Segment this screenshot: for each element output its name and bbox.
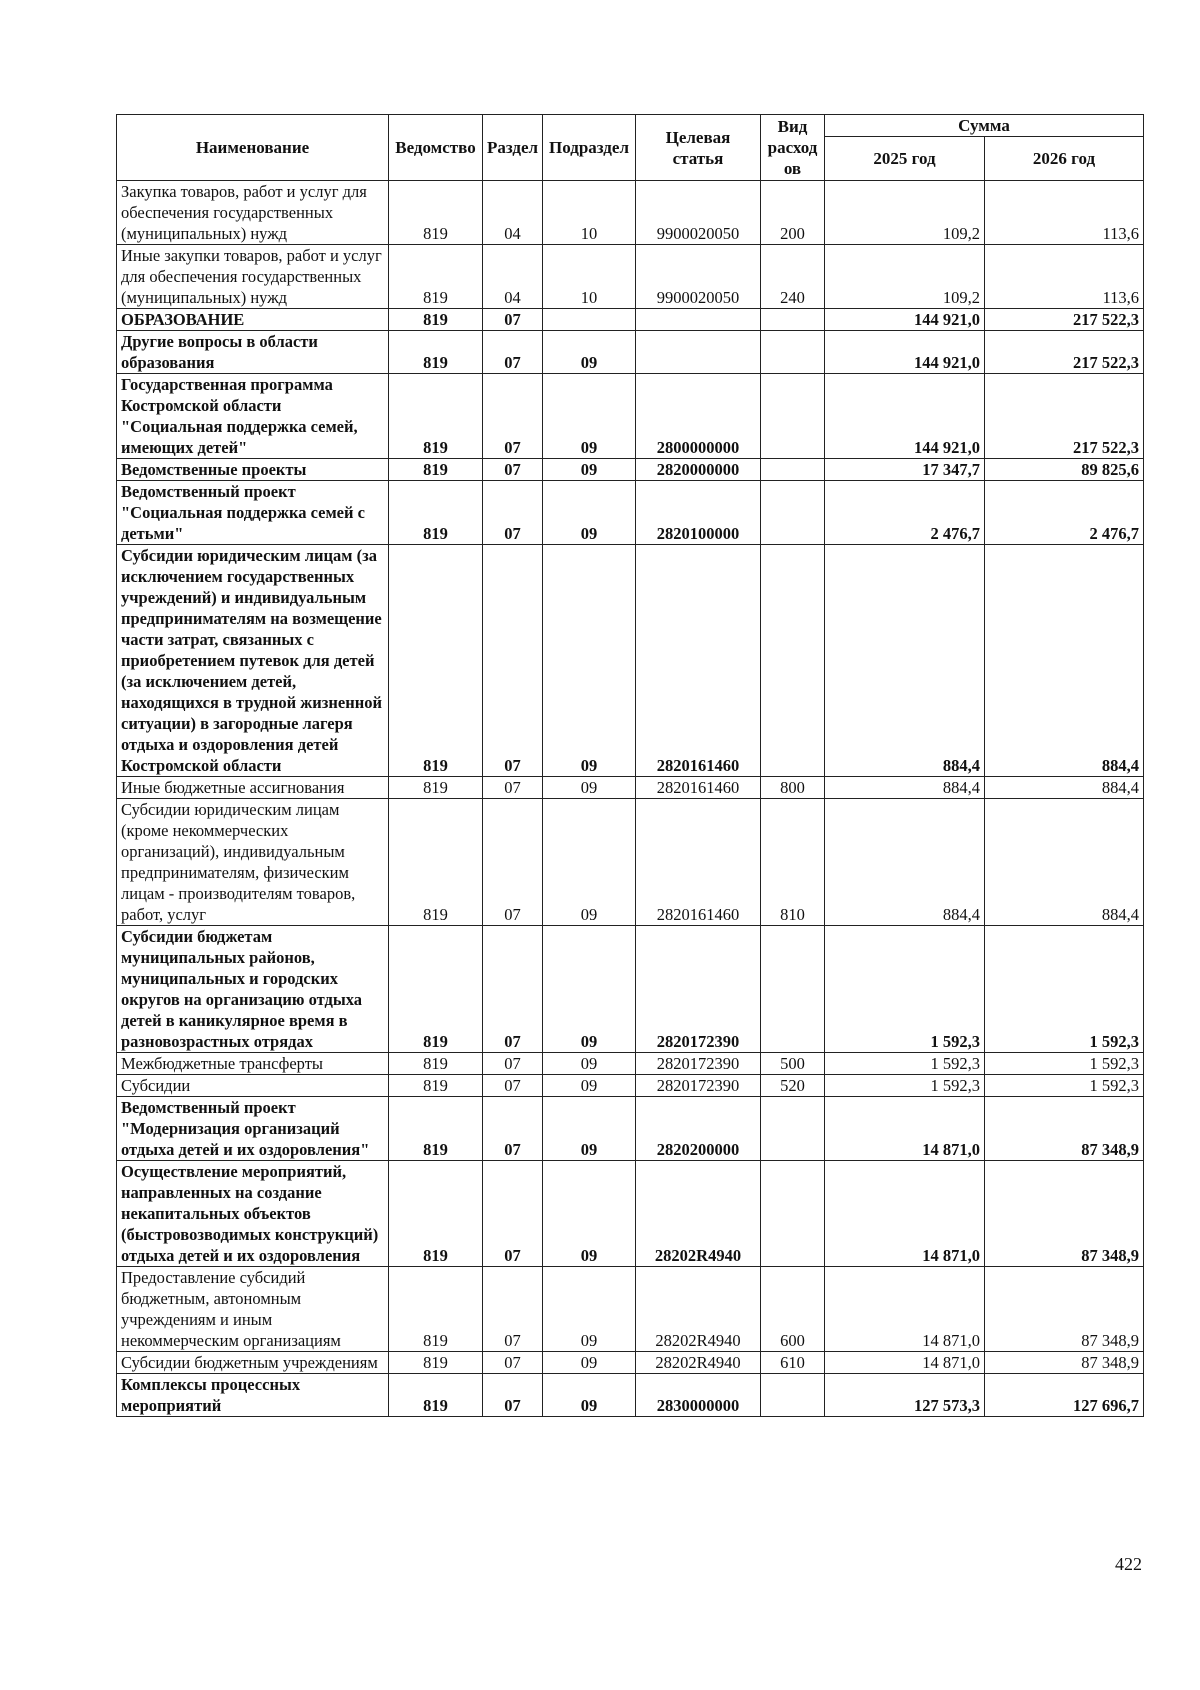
row-tselevaya-statya: 2820161460	[636, 799, 761, 926]
row-vedomstvo: 819	[389, 1267, 483, 1352]
row-razdel: 07	[483, 545, 543, 777]
row-vedomstvo: 819	[389, 481, 483, 545]
row-name: Иные закупки товаров, работ и услуг для обеспечения государственных (муниципальных) нужд	[117, 245, 389, 309]
row-tselevaya-statya: 2820161460	[636, 777, 761, 799]
row-razdel: 07	[483, 1374, 543, 1417]
row-sum-2025: 14 871,0	[825, 1097, 985, 1161]
header-vid-line1: Вид	[777, 117, 808, 136]
row-name: Ведомственный проект "Модернизация организаций отдыха детей и их оздоровления"	[117, 1097, 389, 1161]
row-name: Комплексы процессных мероприятий	[117, 1374, 389, 1417]
row-vedomstvo: 819	[389, 181, 483, 245]
row-razdel: 07	[483, 1075, 543, 1097]
row-podrazdel: 09	[543, 777, 636, 799]
row-tselevaya-statya: 2820172390	[636, 1053, 761, 1075]
row-razdel: 07	[483, 459, 543, 481]
header-vid-line2: расход	[767, 138, 818, 157]
table-row	[117, 799, 1144, 926]
row-name: Субсидии	[117, 1075, 389, 1097]
row-vid-raskhodov	[761, 926, 825, 1053]
row-tselevaya-statya	[636, 331, 761, 374]
row-name: Субсидии юридическим лицам (кроме некоммерческих организаций), индивидуальным предпринимателям, физическим лицам - производителям товаров, работ, услуг	[117, 799, 389, 926]
row-vedomstvo: 819	[389, 1161, 483, 1267]
table-row	[117, 777, 1144, 799]
row-name: Субсидии бюджетам муниципальных районов, муниципальных и городских округов на организацию отдыха детей в каникулярное время в разновозрастных отрядах	[117, 926, 389, 1053]
row-vedomstvo: 819	[389, 245, 483, 309]
row-tselevaya-statya: 2820161460	[636, 545, 761, 777]
row-name: Ведомственные проекты	[117, 459, 389, 481]
row-podrazdel: 09	[543, 1374, 636, 1417]
row-podrazdel	[543, 309, 636, 331]
row-razdel: 07	[483, 1161, 543, 1267]
row-razdel: 07	[483, 481, 543, 545]
row-razdel: 07	[483, 1352, 543, 1374]
row-vid-raskhodov	[761, 545, 825, 777]
row-vid-raskhodov: 520	[761, 1075, 825, 1097]
budget-table-container	[116, 114, 1143, 1417]
table-row	[117, 459, 1144, 481]
row-sum-2025: 14 871,0	[825, 1352, 985, 1374]
header-vid-line3: ов	[783, 159, 802, 178]
row-sum-2026: 217 522,3	[985, 331, 1144, 374]
row-razdel: 07	[483, 777, 543, 799]
row-razdel: 04	[483, 181, 543, 245]
table-row	[117, 1053, 1144, 1075]
row-sum-2025: 1 592,3	[825, 926, 985, 1053]
row-vid-raskhodov: 500	[761, 1053, 825, 1075]
row-sum-2026: 89 825,6	[985, 459, 1144, 481]
row-vedomstvo: 819	[389, 777, 483, 799]
row-tselevaya-statya: 9900020050	[636, 181, 761, 245]
row-sum-2025: 884,4	[825, 777, 985, 799]
row-sum-2025: 109,2	[825, 181, 985, 245]
row-vid-raskhodov: 240	[761, 245, 825, 309]
row-name: Другие вопросы в области образования	[117, 331, 389, 374]
row-vid-raskhodov: 810	[761, 799, 825, 926]
row-vedomstvo: 819	[389, 374, 483, 459]
row-sum-2026: 217 522,3	[985, 309, 1144, 331]
header-tselevaya-line1: Целевая	[665, 127, 731, 147]
row-sum-2025: 17 347,7	[825, 459, 985, 481]
table-row	[117, 374, 1144, 459]
row-vid-raskhodov: 600	[761, 1267, 825, 1352]
row-podrazdel: 09	[543, 1352, 636, 1374]
row-name: Осуществление мероприятий, направленных на создание некапитальных объектов (быстровозводимых конструкций) отдыха детей и их оздоровления	[117, 1161, 389, 1267]
row-podrazdel: 09	[543, 374, 636, 459]
row-sum-2025: 127 573,3	[825, 1374, 985, 1417]
row-vedomstvo: 819	[389, 1075, 483, 1097]
row-sum-2026: 1 592,3	[985, 926, 1144, 1053]
row-tselevaya-statya: 9900020050	[636, 245, 761, 309]
table-row	[117, 545, 1144, 777]
row-vedomstvo: 819	[389, 459, 483, 481]
row-vedomstvo: 819	[389, 1097, 483, 1161]
row-sum-2025: 144 921,0	[825, 374, 985, 459]
row-razdel: 07	[483, 1097, 543, 1161]
row-vedomstvo: 819	[389, 799, 483, 926]
row-name: Субсидии юридическим лицам (за исключением государственных учреждений) и индивидуальным предпринимателям на возмещение части затрат, связанных с приобретением путевок для детей (за исключением детей, находящихся в трудной жизненной ситуации) в загородные лагеря отдыха и оздоровления детей Костромской области	[117, 545, 389, 777]
row-razdel: 07	[483, 331, 543, 374]
row-sum-2026: 884,4	[985, 545, 1144, 777]
table-row	[117, 1374, 1144, 1417]
row-podrazdel: 09	[543, 1075, 636, 1097]
table-body	[117, 181, 1144, 1417]
budget-table	[116, 114, 1144, 1417]
row-sum-2026: 113,6	[985, 181, 1144, 245]
row-podrazdel: 09	[543, 331, 636, 374]
table-row	[117, 481, 1144, 545]
row-podrazdel: 09	[543, 481, 636, 545]
row-name: Иные бюджетные ассигнования	[117, 777, 389, 799]
row-sum-2026: 87 348,9	[985, 1352, 1144, 1374]
table-row	[117, 1352, 1144, 1374]
row-podrazdel: 10	[543, 245, 636, 309]
row-sum-2025: 2 476,7	[825, 481, 985, 545]
row-tselevaya-statya: 2800000000	[636, 374, 761, 459]
row-sum-2026: 87 348,9	[985, 1097, 1144, 1161]
page-number: 422	[1115, 1554, 1142, 1574]
header-summa: Сумма	[825, 115, 1144, 137]
row-podrazdel: 09	[543, 799, 636, 926]
table-row	[117, 1075, 1144, 1097]
row-vid-raskhodov	[761, 481, 825, 545]
row-sum-2025: 109,2	[825, 245, 985, 309]
header-vid-raskhodov	[761, 115, 825, 181]
row-tselevaya-statya: 28202R4940	[636, 1267, 761, 1352]
row-vid-raskhodov	[761, 331, 825, 374]
row-tselevaya-statya: 2820172390	[636, 926, 761, 1053]
row-sum-2025: 144 921,0	[825, 331, 985, 374]
row-tselevaya-statya: 28202R4940	[636, 1352, 761, 1374]
row-name: Предоставление субсидий бюджетным, автономным учреждениям и иным некоммерческим организациям	[117, 1267, 389, 1352]
table-row	[117, 181, 1144, 245]
row-tselevaya-statya	[636, 309, 761, 331]
row-podrazdel: 09	[543, 1267, 636, 1352]
row-vedomstvo: 819	[389, 1374, 483, 1417]
row-sum-2026: 127 696,7	[985, 1374, 1144, 1417]
table-row	[117, 245, 1144, 309]
row-sum-2025: 14 871,0	[825, 1267, 985, 1352]
row-razdel: 07	[483, 374, 543, 459]
row-sum-2025: 1 592,3	[825, 1053, 985, 1075]
row-tselevaya-statya: 28202R4940	[636, 1161, 761, 1267]
row-vedomstvo: 819	[389, 1352, 483, 1374]
row-tselevaya-statya: 2820000000	[636, 459, 761, 481]
table-row	[117, 926, 1144, 1053]
row-sum-2026: 1 592,3	[985, 1053, 1144, 1075]
row-podrazdel: 09	[543, 459, 636, 481]
row-sum-2026: 2 476,7	[985, 481, 1144, 545]
row-tselevaya-statya: 2830000000	[636, 1374, 761, 1417]
row-sum-2025: 14 871,0	[825, 1161, 985, 1267]
row-vedomstvo: 819	[389, 1053, 483, 1075]
row-vid-raskhodov	[761, 1161, 825, 1267]
row-name: ОБРАЗОВАНИЕ	[117, 309, 389, 331]
row-vid-raskhodov	[761, 1374, 825, 1417]
header-year-2025: 2025 год	[825, 137, 985, 181]
header-razdel: Раздел	[483, 115, 543, 181]
row-sum-2025: 1 592,3	[825, 1075, 985, 1097]
row-vid-raskhodov: 610	[761, 1352, 825, 1374]
row-name: Закупка товаров, работ и услуг для обеспечения государственных (муниципальных) нужд	[117, 181, 389, 245]
row-vid-raskhodov: 800	[761, 777, 825, 799]
header-podrazdel: Подраздел	[543, 115, 636, 181]
row-sum-2026: 87 348,9	[985, 1161, 1144, 1267]
row-sum-2025: 884,4	[825, 545, 985, 777]
table-row	[117, 309, 1144, 331]
row-name: Субсидии бюджетным учреждениям	[117, 1352, 389, 1374]
row-sum-2026: 884,4	[985, 799, 1144, 926]
row-vid-raskhodov: 200	[761, 181, 825, 245]
row-razdel: 04	[483, 245, 543, 309]
row-sum-2026: 217 522,3	[985, 374, 1144, 459]
row-razdel: 07	[483, 799, 543, 926]
row-vedomstvo: 819	[389, 331, 483, 374]
row-vid-raskhodov	[761, 309, 825, 331]
row-tselevaya-statya: 2820172390	[636, 1075, 761, 1097]
row-razdel: 07	[483, 1267, 543, 1352]
row-sum-2026: 87 348,9	[985, 1267, 1144, 1352]
header-tselevaya-line2: статья	[672, 148, 724, 168]
header-vedomstvo: Ведомство	[389, 115, 483, 181]
row-sum-2025: 884,4	[825, 799, 985, 926]
table-row	[117, 1267, 1144, 1352]
row-podrazdel: 09	[543, 1097, 636, 1161]
table-row	[117, 1161, 1144, 1267]
row-sum-2026: 1 592,3	[985, 1075, 1144, 1097]
table-row	[117, 1097, 1144, 1161]
row-vedomstvo: 819	[389, 309, 483, 331]
row-vedomstvo: 819	[389, 545, 483, 777]
row-podrazdel: 10	[543, 181, 636, 245]
row-sum-2026: 113,6	[985, 245, 1144, 309]
row-razdel: 07	[483, 309, 543, 331]
row-podrazdel: 09	[543, 1161, 636, 1267]
row-razdel: 07	[483, 1053, 543, 1075]
row-vid-raskhodov	[761, 1097, 825, 1161]
row-sum-2025: 144 921,0	[825, 309, 985, 331]
header-year-2026: 2026 год	[985, 137, 1144, 181]
row-tselevaya-statya: 2820100000	[636, 481, 761, 545]
row-vid-raskhodov	[761, 459, 825, 481]
row-name: Государственная программа Костромской области "Социальная поддержка семей, имеющих детей"	[117, 374, 389, 459]
row-vedomstvo: 819	[389, 926, 483, 1053]
row-tselevaya-statya: 2820200000	[636, 1097, 761, 1161]
row-podrazdel: 09	[543, 545, 636, 777]
row-sum-2026: 884,4	[985, 777, 1144, 799]
table-row	[117, 331, 1144, 374]
row-name: Ведомственный проект "Социальная поддержка семей с детьми"	[117, 481, 389, 545]
header-tselevaya-statya	[636, 115, 761, 181]
row-name: Межбюджетные трансферты	[117, 1053, 389, 1075]
header-name: Наименование	[117, 115, 389, 181]
row-podrazdel: 09	[543, 926, 636, 1053]
row-podrazdel: 09	[543, 1053, 636, 1075]
row-razdel: 07	[483, 926, 543, 1053]
row-vid-raskhodov	[761, 374, 825, 459]
